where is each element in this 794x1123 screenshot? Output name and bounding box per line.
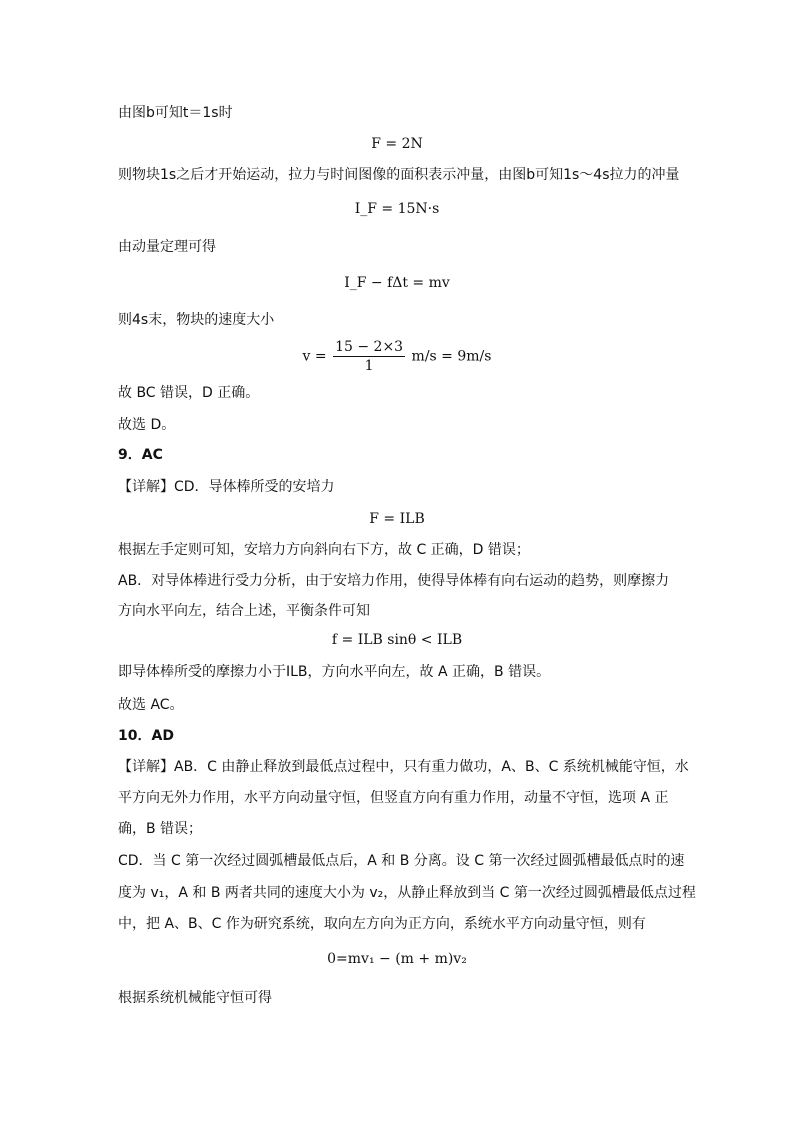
text-line: AB．对导体棒进行受力分析，由于安培力作用，使得导体棒有向右运动的趋势，则摩擦力 xyxy=(118,573,670,589)
equation-momentum-theorem: I_F − fΔt = mv xyxy=(344,275,450,291)
equation-momentum-conservation: 0=mv₁ − (m + m)v₂ xyxy=(327,951,467,967)
text-line: 故选 D。 xyxy=(118,417,176,433)
velocity-lhs: v = xyxy=(302,348,327,365)
question-number-10: 10．AD xyxy=(118,728,174,744)
text-line: 中，把 A、B、C 作为研究系统，取向左方向为正方向，系统水平方向动量守恒，则有 xyxy=(118,916,646,932)
equation-friction: f = ILB sinθ < ILB xyxy=(331,632,463,648)
text-line: 方向水平向左，结合上述，平衡条件可知 xyxy=(118,603,370,619)
equation-velocity xyxy=(0,338,794,375)
text-line: 平方向无外力作用，水平方向动量守恒，但竖直方向有重力作用，动量不守恒，选项 A 正 xyxy=(118,790,669,806)
fraction-numerator: 15 − 2×3 xyxy=(335,339,404,355)
text-line: 故 BC 错误，D 正确。 xyxy=(118,385,260,401)
text-line: 由图b可知t＝1s时 xyxy=(118,105,233,121)
text-line: 由动量定理可得 xyxy=(118,239,216,255)
fraction-denominator: 1 xyxy=(364,358,374,374)
question-number-9: 9．AC xyxy=(118,447,163,463)
text-line: 故选 AC。 xyxy=(118,697,184,713)
text-line: 根据左手定则可知，安培力方向斜向右下方，故 C 正确，D 错误； xyxy=(118,542,530,558)
equation-impulse: I_F = 15N·s xyxy=(354,201,440,217)
equation-force: F = 2N xyxy=(371,136,423,152)
text-line: 【详解】CD．导体棒所受的安培力 xyxy=(118,479,335,495)
text-line: 根据系统机械能守恒可得 xyxy=(118,990,272,1006)
text-line: 【详解】AB．C 由静止释放到最低点过程中，只有重力做功，A、B、C 系统机械能守恒，水 xyxy=(118,759,689,775)
text-line: 即导体棒所受的摩擦力小于ILB，方向水平向左，故 A 正确，B 错误。 xyxy=(118,664,551,680)
text-line: 则物块1s之后才开始运动，拉力与时间图像的面积表示冲量，由图b可知1s～4s拉力的冲量 xyxy=(118,167,680,183)
text-line: 则4s末，物块的速度大小 xyxy=(118,312,275,328)
equation-ampere-force: F = ILB xyxy=(369,511,425,527)
text-line: 度为 v₁，A 和 B 两者共同的速度大小为 v₂，从静止释放到当 C 第一次经过圆弧槽最低点过程 xyxy=(118,885,696,901)
velocity-fraction xyxy=(333,338,405,375)
velocity-rhs: m/s = 9m/s xyxy=(411,348,492,365)
text-line: 确，B 错误； xyxy=(118,821,203,837)
text-line: CD．当 C 第一次经过圆弧槽最低点后，A 和 B 分离。设 C 第一次经过圆弧槽最低点时的速 xyxy=(118,853,685,869)
